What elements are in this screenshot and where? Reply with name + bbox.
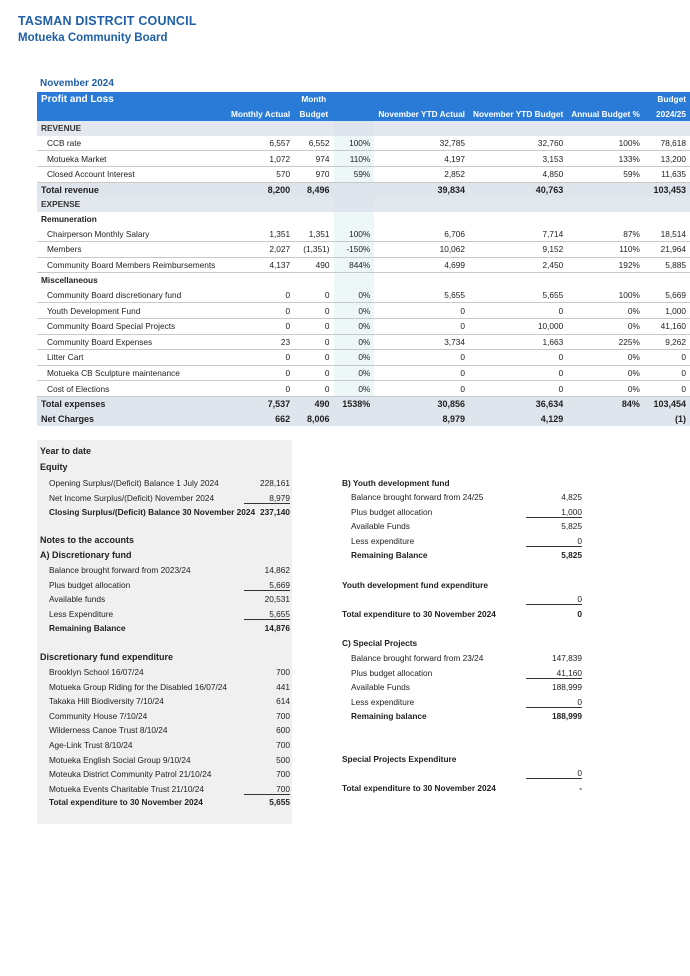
dfe-value: 600	[276, 725, 290, 736]
cell-value: 4,197	[374, 151, 469, 167]
cell-value	[469, 212, 567, 227]
dfe-label: Takaka Hill Biodiversity 7/10/24	[49, 696, 164, 707]
table-row	[37, 166, 690, 182]
cell-value: 0	[294, 334, 333, 350]
dfe-value: 700	[276, 667, 290, 677]
table-row	[37, 334, 690, 350]
cell-value: 100%	[567, 288, 644, 303]
ytd-title: Year to date	[40, 446, 92, 456]
cell-value: 8,496	[294, 182, 333, 197]
column-header	[334, 107, 375, 122]
table-row	[37, 365, 690, 381]
cell-value: 2,852	[374, 166, 469, 182]
cell-value	[294, 121, 333, 136]
dfe-label: Motueka Group Riding for the Disabled 16/07/24	[49, 681, 228, 692]
yfe-total-label: Total expenditure to 30 November 2024	[342, 609, 496, 619]
cell-value: 9,152	[469, 241, 567, 257]
cell-value: 59%	[334, 166, 375, 182]
cell-value: 0%	[334, 365, 375, 381]
discretionary-label: Remaining Balance	[49, 623, 126, 634]
cell-value	[227, 121, 294, 136]
cell-value: 3,734	[374, 334, 469, 350]
dfe-heading: Discretionary fund expenditure	[40, 652, 174, 662]
spe-heading: Special Projects Expenditure	[342, 754, 457, 764]
discretionary-label: Less Expenditure	[49, 608, 114, 619]
cell-value: (1,351)	[294, 241, 333, 257]
special-label: Balance brought forward from 23/24	[351, 653, 484, 663]
dfe-value: 441	[276, 681, 290, 692]
total-revenue-row	[37, 182, 690, 197]
cell-value: 32,760	[469, 136, 567, 151]
cell-value	[567, 411, 644, 426]
table-row	[37, 151, 690, 167]
cell-value: 41,160	[644, 318, 690, 334]
row-label: Members	[37, 241, 227, 257]
cell-value	[227, 212, 294, 227]
youth-value: 1,000	[526, 507, 582, 518]
cell-value: 21,964	[644, 241, 690, 257]
cell-value: 100%	[334, 136, 375, 151]
cell-value: 18,514	[644, 226, 690, 241]
table-row	[37, 381, 690, 397]
cell-value: 0	[227, 381, 294, 397]
cell-value	[567, 197, 644, 212]
cell-value: 0%	[334, 288, 375, 303]
cell-value: 0	[227, 303, 294, 319]
yfe-total-value: 0	[577, 609, 582, 619]
budget-header: Budget	[644, 92, 690, 107]
cell-value: 0%	[334, 381, 375, 397]
cell-value: 78,618	[644, 136, 690, 151]
cell-value: 4,129	[469, 411, 567, 426]
cell-value: 0	[644, 381, 690, 397]
cell-value: 0%	[334, 334, 375, 350]
cell-value	[334, 212, 375, 227]
spe-total-label: Total expenditure to 30 November 2024	[342, 783, 496, 793]
column-header: Budget	[294, 107, 333, 122]
cell-value: 23	[227, 334, 294, 350]
cell-value	[374, 273, 469, 288]
row-label: Community Board Expenses	[37, 334, 227, 350]
cell-value: 2,027	[227, 241, 294, 257]
column-header: Annual Budget %	[567, 107, 644, 122]
cell-value: 1,351	[227, 226, 294, 241]
cell-value: 7,537	[227, 396, 294, 411]
youth-heading: B) Youth development fund	[342, 478, 450, 488]
cell-value: 1,351	[294, 226, 333, 241]
dfe-value: 700	[276, 740, 290, 750]
net-charges-row	[37, 411, 690, 426]
dfe-label: Wilderness Canoe Trust 8/10/24	[49, 725, 168, 736]
notes-heading: Notes to the accounts	[40, 535, 135, 545]
row-label: Closed Account Interest	[37, 166, 227, 182]
row-label: Community Board discretionary fund	[37, 288, 227, 303]
cell-value: 844%	[334, 257, 375, 273]
special-label: Less expenditure	[351, 696, 415, 707]
cell-value	[334, 182, 375, 197]
cell-value: 0	[227, 365, 294, 381]
cell-value: 0	[294, 350, 333, 366]
cell-value: 0	[374, 381, 469, 397]
table-row	[37, 241, 690, 257]
discretionary-value: 14,876	[264, 623, 290, 634]
cell-value: 3,153	[469, 151, 567, 167]
cell-value	[567, 212, 644, 227]
cell-value	[469, 197, 567, 212]
cell-value: 13,200	[644, 151, 690, 167]
spe-total-value: -	[579, 783, 582, 793]
column-header: November YTD Budget	[469, 107, 567, 122]
org-title: TASMAN DISTRCIT COUNCIL	[18, 14, 197, 28]
special-value: 41,160	[526, 668, 582, 679]
cell-value: 5,885	[644, 257, 690, 273]
table-row	[37, 318, 690, 334]
table-row	[37, 136, 690, 151]
dfe-total-label: Total expenditure to 30 November 2024	[49, 797, 203, 807]
cell-value: 1538%	[334, 396, 375, 411]
cell-value	[294, 197, 333, 212]
youth-value: 5,825	[561, 521, 582, 532]
cell-value: 490	[294, 257, 333, 273]
cell-value: 59%	[567, 166, 644, 182]
row-label: Miscellaneous	[41, 275, 98, 286]
cell-value: 39,834	[374, 182, 469, 197]
row-label: Total revenue	[37, 182, 227, 197]
total-expenses-row	[37, 396, 690, 411]
cell-value: 1,663	[469, 334, 567, 350]
cell-value: 5,669	[644, 288, 690, 303]
section-miscellaneous	[37, 273, 690, 288]
cell-value: 6,557	[227, 136, 294, 151]
dfe-label: Age-Link Trust 8/10/24	[49, 740, 133, 750]
cell-value	[644, 212, 690, 227]
yfe-value: 0	[526, 594, 582, 605]
cell-value: 0	[374, 318, 469, 334]
equity-label: Closing Surplus/(Deficit) Balance 30 November 2024	[49, 507, 256, 518]
cell-value	[469, 121, 567, 136]
discretionary-heading: A) Discretionary fund	[40, 550, 132, 560]
spe-value: 0	[526, 768, 582, 779]
table-row	[37, 226, 690, 241]
special-heading: C) Special Projects	[342, 638, 418, 648]
row-label: Chairperson Monthly Salary	[37, 226, 227, 241]
youth-value: 4,825	[561, 492, 582, 502]
cell-value	[227, 273, 294, 288]
cell-value: 0	[469, 365, 567, 381]
cell-value: 0%	[567, 350, 644, 366]
profit-loss-table	[37, 92, 690, 426]
special-label: Remaining balance	[351, 711, 427, 722]
cell-value: 103,453	[644, 182, 690, 197]
cell-value: 0	[294, 303, 333, 319]
dfe-value: 700	[244, 784, 290, 795]
cell-value: 0%	[567, 381, 644, 397]
cell-value: (1)	[644, 411, 690, 426]
row-label: Community Board Members Reimbursements	[37, 257, 227, 273]
special-value: 188,999	[552, 682, 582, 693]
cell-value	[374, 121, 469, 136]
section-remuneration	[37, 212, 690, 227]
cell-value: 0	[294, 288, 333, 303]
row-label: Youth Development Fund	[37, 303, 227, 319]
table-row	[37, 257, 690, 273]
dfe-label: Moteuka District Community Patrol 21/10/24	[49, 769, 212, 780]
row-label: Motueka CB Sculpture maintenance	[37, 365, 227, 381]
dfe-value: 700	[276, 710, 290, 721]
discretionary-value: 20,531	[264, 594, 290, 605]
cell-value: 30,856	[374, 396, 469, 411]
cell-value: 192%	[567, 257, 644, 273]
yfe-heading: Youth development fund expenditure	[342, 580, 488, 590]
column-header: 2024/25	[644, 107, 690, 122]
cell-value	[334, 273, 375, 288]
special-label: Available Funds	[351, 682, 410, 693]
month-header: Month	[294, 92, 333, 107]
row-label: Cost of Elections	[37, 381, 227, 397]
youth-value: 5,825	[561, 550, 582, 561]
cell-value	[567, 121, 644, 136]
table-row	[37, 303, 690, 319]
cell-value: 490	[294, 396, 333, 411]
row-label: Net Charges	[37, 411, 227, 426]
discretionary-label: Plus budget allocation	[49, 579, 131, 590]
cell-value: 6,552	[294, 136, 333, 151]
cell-value: 0%	[334, 318, 375, 334]
cell-value: -150%	[334, 241, 375, 257]
cell-value: 100%	[334, 226, 375, 241]
board-title: Motueka Community Board	[18, 32, 168, 44]
cell-value: 0%	[334, 303, 375, 319]
cell-value: 974	[294, 151, 333, 167]
cell-value: 0	[227, 350, 294, 366]
cell-value: 0	[644, 350, 690, 366]
cell-value: 8,979	[374, 411, 469, 426]
cell-value: 0%	[334, 350, 375, 366]
cell-value: 87%	[567, 226, 644, 241]
discretionary-label: Available funds	[49, 594, 106, 605]
dfe-label: Motueka Events Charitable Trust 21/10/24	[49, 783, 204, 794]
cell-value: 10,062	[374, 241, 469, 257]
cell-value: 40,763	[469, 182, 567, 197]
cell-value	[294, 273, 333, 288]
cell-value: 0%	[567, 303, 644, 319]
cell-value: 1,000	[644, 303, 690, 319]
cell-value: 0	[469, 303, 567, 319]
cell-value: 84%	[567, 396, 644, 411]
equity-value: 237,140	[260, 507, 290, 518]
cell-value: 100%	[567, 136, 644, 151]
cell-value: 9,262	[644, 334, 690, 350]
dfe-value: 614	[276, 696, 290, 707]
period-label: November 2024	[40, 78, 114, 89]
dfe-total-value: 5,655	[269, 797, 290, 807]
special-label: Plus budget allocation	[351, 667, 433, 678]
cell-value: 36,634	[469, 396, 567, 411]
cell-value: 662	[227, 411, 294, 426]
dfe-value: 700	[276, 769, 290, 780]
discretionary-value: 14,862	[264, 565, 290, 575]
cell-value	[644, 273, 690, 288]
column-header: November YTD Actual	[374, 107, 469, 122]
cell-value	[567, 273, 644, 288]
youth-label: Balance brought forward from 24/25	[351, 492, 484, 502]
cell-value: 225%	[567, 334, 644, 350]
cell-value	[567, 182, 644, 197]
cell-value	[334, 121, 375, 136]
cell-value: 0	[294, 381, 333, 397]
cell-value	[469, 273, 567, 288]
cell-value: 32,785	[374, 136, 469, 151]
cell-value: 0	[469, 350, 567, 366]
row-label: Motueka Market	[37, 151, 227, 167]
row-label: Remuneration	[41, 214, 97, 225]
youth-label: Available Funds	[351, 521, 410, 532]
cell-value: 7,714	[469, 226, 567, 241]
cell-value: 0	[374, 303, 469, 319]
cell-value: 6,706	[374, 226, 469, 241]
column-header: Monthly Actual	[227, 107, 294, 122]
cell-value: 103,454	[644, 396, 690, 411]
cell-value: 10,000	[469, 318, 567, 334]
cell-value: 4,137	[227, 257, 294, 273]
special-value: 147,839	[552, 653, 582, 663]
cell-value: 0	[374, 365, 469, 381]
cell-value: 0	[294, 365, 333, 381]
cell-value: 0%	[567, 318, 644, 334]
cell-value: 570	[227, 166, 294, 182]
cell-value: 110%	[567, 241, 644, 257]
equity-value: 228,161	[260, 478, 290, 488]
section-revenue	[37, 121, 690, 136]
cell-value: 0	[227, 288, 294, 303]
equity-heading: Equity	[40, 462, 68, 472]
cell-value	[294, 212, 333, 227]
cell-value: 4,699	[374, 257, 469, 273]
cell-value: 0%	[567, 365, 644, 381]
cell-value	[227, 197, 294, 212]
cell-value: 4,850	[469, 166, 567, 182]
youth-value: 0	[526, 536, 582, 547]
special-value: 0	[526, 697, 582, 708]
equity-label: Net Income Surplus/(Deficit) November 2024	[49, 492, 215, 503]
equity-label: Opening Surplus/(Deficit) Balance 1 July 2024	[49, 478, 219, 488]
cell-value: 11,635	[644, 166, 690, 182]
row-label: Litter Cart	[37, 350, 227, 366]
section-expense	[37, 197, 690, 212]
cell-value	[334, 197, 375, 212]
table-row	[37, 350, 690, 366]
cell-value: 133%	[567, 151, 644, 167]
cell-value: 1,072	[227, 151, 294, 167]
discretionary-label: Balance brought forward from 2023/24	[49, 565, 191, 575]
cell-value: 2,450	[469, 257, 567, 273]
cell-value: 5,655	[469, 288, 567, 303]
youth-label: Less expenditure	[351, 535, 415, 546]
dfe-label: Brooklyn School 16/07/24	[49, 667, 144, 677]
equity-value: 8,979	[244, 493, 290, 504]
cell-value: 5,655	[374, 288, 469, 303]
row-label: EXPENSE	[37, 197, 227, 212]
dfe-value: 500	[276, 754, 290, 765]
cell-value: 8,200	[227, 182, 294, 197]
special-value: 188,999	[552, 711, 582, 722]
pl-title: Profit and Loss	[37, 92, 227, 107]
cell-value	[644, 121, 690, 136]
cell-value: 8,006	[294, 411, 333, 426]
cell-value	[644, 197, 690, 212]
dfe-label: Community House 7/10/24	[49, 710, 148, 721]
row-label: Community Board Special Projects	[37, 318, 227, 334]
row-label: CCB rate	[37, 136, 227, 151]
discretionary-value: 5,669	[244, 580, 290, 591]
cell-value	[334, 411, 375, 426]
cell-value	[374, 197, 469, 212]
youth-label: Remaining Balance	[351, 550, 428, 561]
table-row	[37, 288, 690, 303]
cell-value: 0	[294, 318, 333, 334]
dfe-label: Motueka English Social Group 9/10/24	[49, 754, 191, 765]
cell-value: 0	[469, 381, 567, 397]
row-label: REVENUE	[37, 121, 227, 136]
cell-value: 0	[644, 365, 690, 381]
youth-label: Plus budget allocation	[351, 506, 433, 517]
cell-value: 110%	[334, 151, 375, 167]
cell-value	[374, 212, 469, 227]
discretionary-value: 5,655	[244, 609, 290, 620]
cell-value: 0	[227, 318, 294, 334]
cell-value: 0	[374, 350, 469, 366]
row-label: Total expenses	[37, 396, 227, 411]
cell-value: 970	[294, 166, 333, 182]
